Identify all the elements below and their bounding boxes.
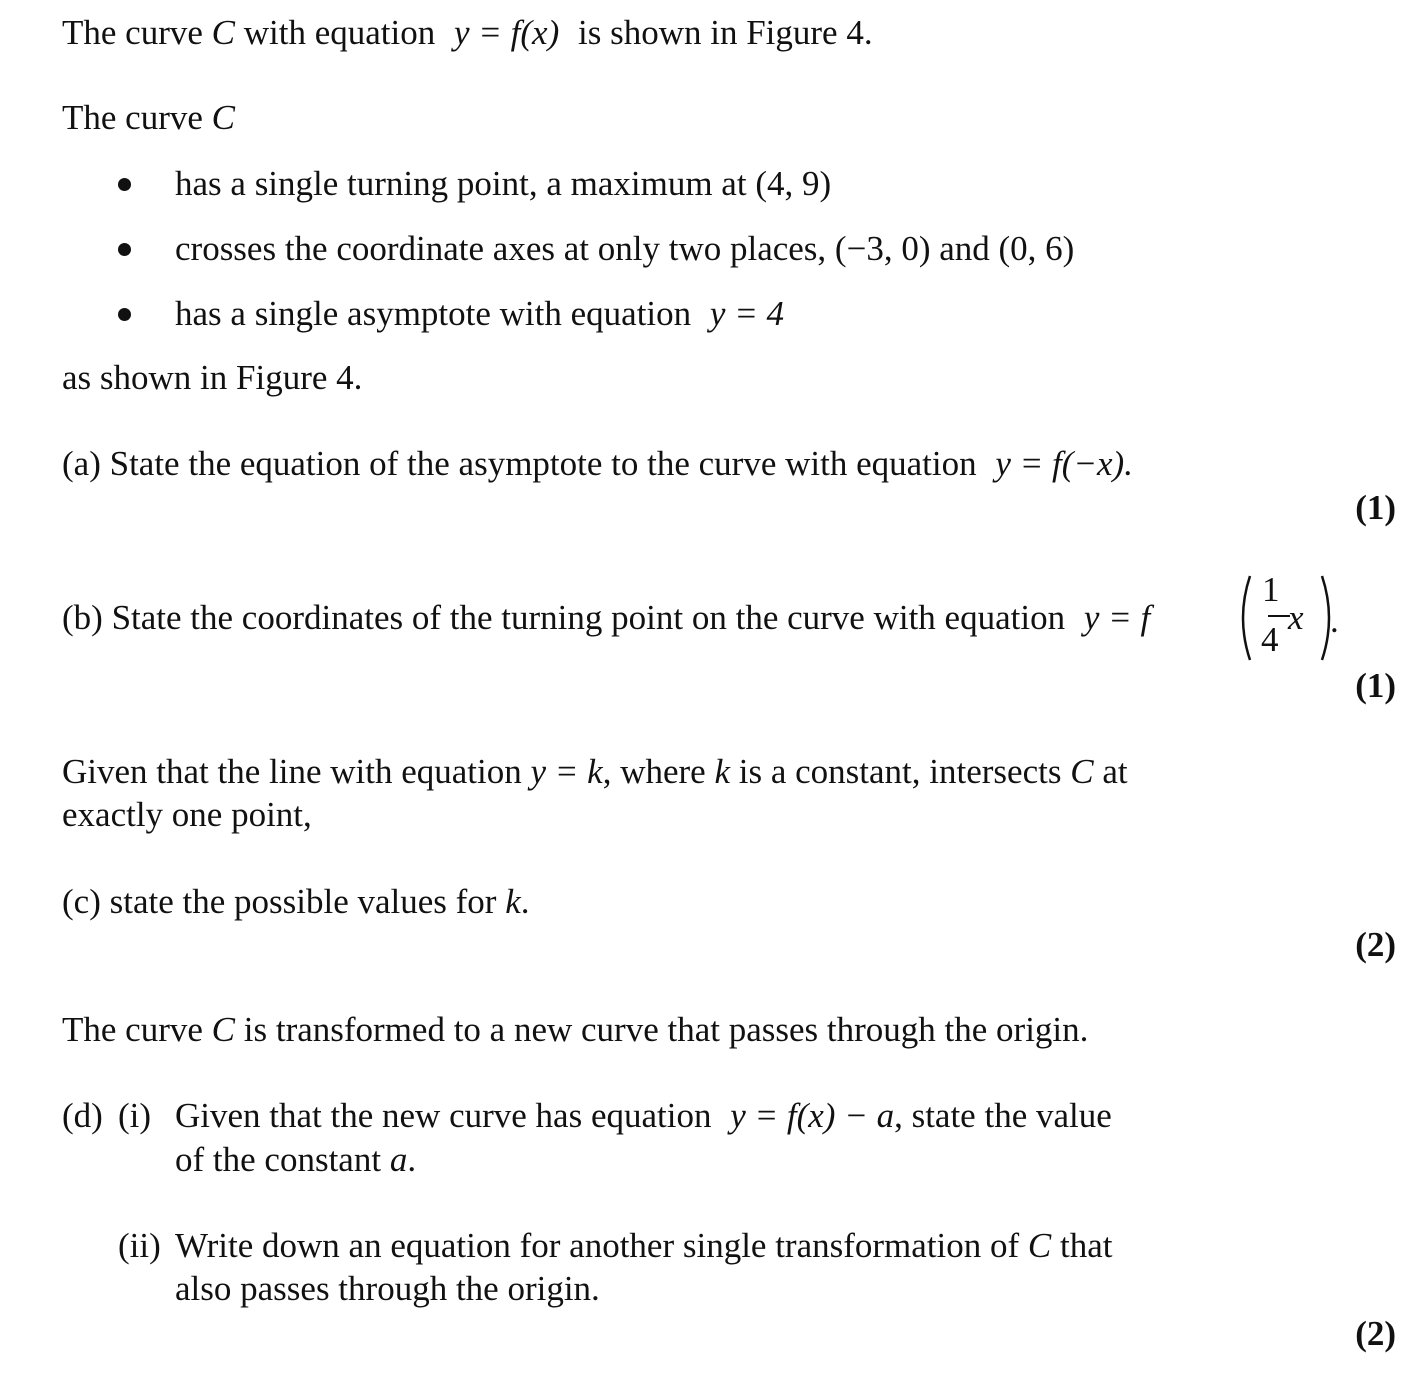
question-text: Given that the new curve has equation [175, 1096, 721, 1135]
curve-symbol: C [1070, 752, 1094, 791]
curve-symbol: C [211, 13, 235, 52]
marks-b: (1) [1355, 666, 1396, 705]
intro-line-2 [62, 97, 235, 139]
bullet-icon [118, 243, 131, 256]
intro-line-1 [62, 12, 873, 54]
curve-symbol: C [211, 98, 235, 137]
fraction-variable: x [1288, 598, 1304, 637]
given-line-2 [62, 794, 312, 836]
given-text: is a constant, intersects [730, 752, 1071, 791]
intro-text: The curve [62, 98, 212, 137]
transform-text: The curve [62, 1010, 212, 1049]
intro-text: with equation [235, 13, 444, 52]
marks-c: (2) [1355, 925, 1396, 964]
equation: y = 4 [709, 294, 785, 333]
curve-symbol: C [1027, 1226, 1052, 1265]
given-line-1 [62, 751, 1128, 793]
question-text: of the constant [175, 1140, 390, 1179]
given-text: Given that the line with equation [62, 752, 531, 791]
bullet-item [175, 293, 784, 335]
bullet-text: has a single asymptote with equation [175, 294, 700, 333]
bullet-item [175, 163, 831, 205]
part-d-label: (d) [62, 1096, 103, 1135]
equation: y = f(−x). [995, 444, 1133, 483]
part-c [62, 881, 530, 923]
question-text: state the possible values for [109, 882, 506, 921]
sentence-end: . [1330, 601, 1339, 640]
part-d-ii-line-1 [175, 1225, 1113, 1267]
question-text: also passes through the origin. [175, 1269, 600, 1308]
intro-text: is shown in Figure 4. [569, 13, 873, 52]
fraction-numerator: 1 [1262, 570, 1280, 609]
part-d-i-line-2 [175, 1139, 416, 1181]
sentence-end: . [407, 1140, 417, 1179]
given-text: at [1093, 752, 1128, 791]
part-a [62, 443, 1133, 485]
intro-line-3 [62, 357, 362, 399]
part-d-i-line-1 [175, 1095, 1112, 1137]
equation: y = f(x) − a [730, 1096, 895, 1135]
constant-symbol: k [505, 882, 521, 921]
marks-a: (1) [1355, 488, 1396, 527]
bullet-icon [118, 308, 131, 321]
bullet-text: crosses the coordinate axes at only two places, (−3, 0) and (0, 6) [175, 229, 1075, 268]
question-text: State the coordinates of the turning point on the curve with equation [111, 598, 1074, 637]
question-text: Write down an equation for another single transformation of [175, 1226, 1028, 1265]
bullet-icon [118, 178, 131, 191]
constant-symbol: k [714, 752, 731, 791]
intro-text: as shown in Figure 4. [62, 358, 363, 397]
question-text: , state the value [894, 1096, 1112, 1135]
right-paren-icon [1322, 576, 1329, 660]
equation: y = f [1083, 598, 1151, 637]
left-paren-icon [1243, 576, 1250, 660]
part-b [62, 597, 1150, 639]
fraction-denominator: 4 [1261, 620, 1279, 659]
intro-text: The curve [62, 13, 212, 52]
bullet-item [175, 228, 1074, 270]
part-d-ii-label: (ii) [118, 1226, 161, 1265]
question-text: that [1051, 1226, 1113, 1265]
bullet-text: has a single turning point, a maximum at (4, 9) [175, 164, 832, 203]
sentence-end: . [520, 882, 530, 921]
constant-symbol: a [389, 1140, 408, 1179]
part-d-ii-line-2 [175, 1268, 600, 1310]
equation: y = f(x) [454, 13, 560, 52]
transform-line [62, 1009, 1088, 1051]
equation: y = k [530, 752, 603, 791]
transform-text: is transformed to a new curve that passes through the origin. [235, 1010, 1089, 1049]
given-text: exactly one point, [62, 795, 312, 834]
part-label: (b) [62, 598, 103, 637]
marks-d: (2) [1355, 1314, 1396, 1353]
part-d-i-label: (i) [118, 1096, 152, 1135]
part-label: (c) [62, 882, 101, 921]
part-label: (a) [62, 444, 101, 483]
given-text: , where [602, 752, 715, 791]
question-text: State the equation of the asymptote to the curve with equation [109, 444, 986, 483]
curve-symbol: C [211, 1010, 235, 1049]
